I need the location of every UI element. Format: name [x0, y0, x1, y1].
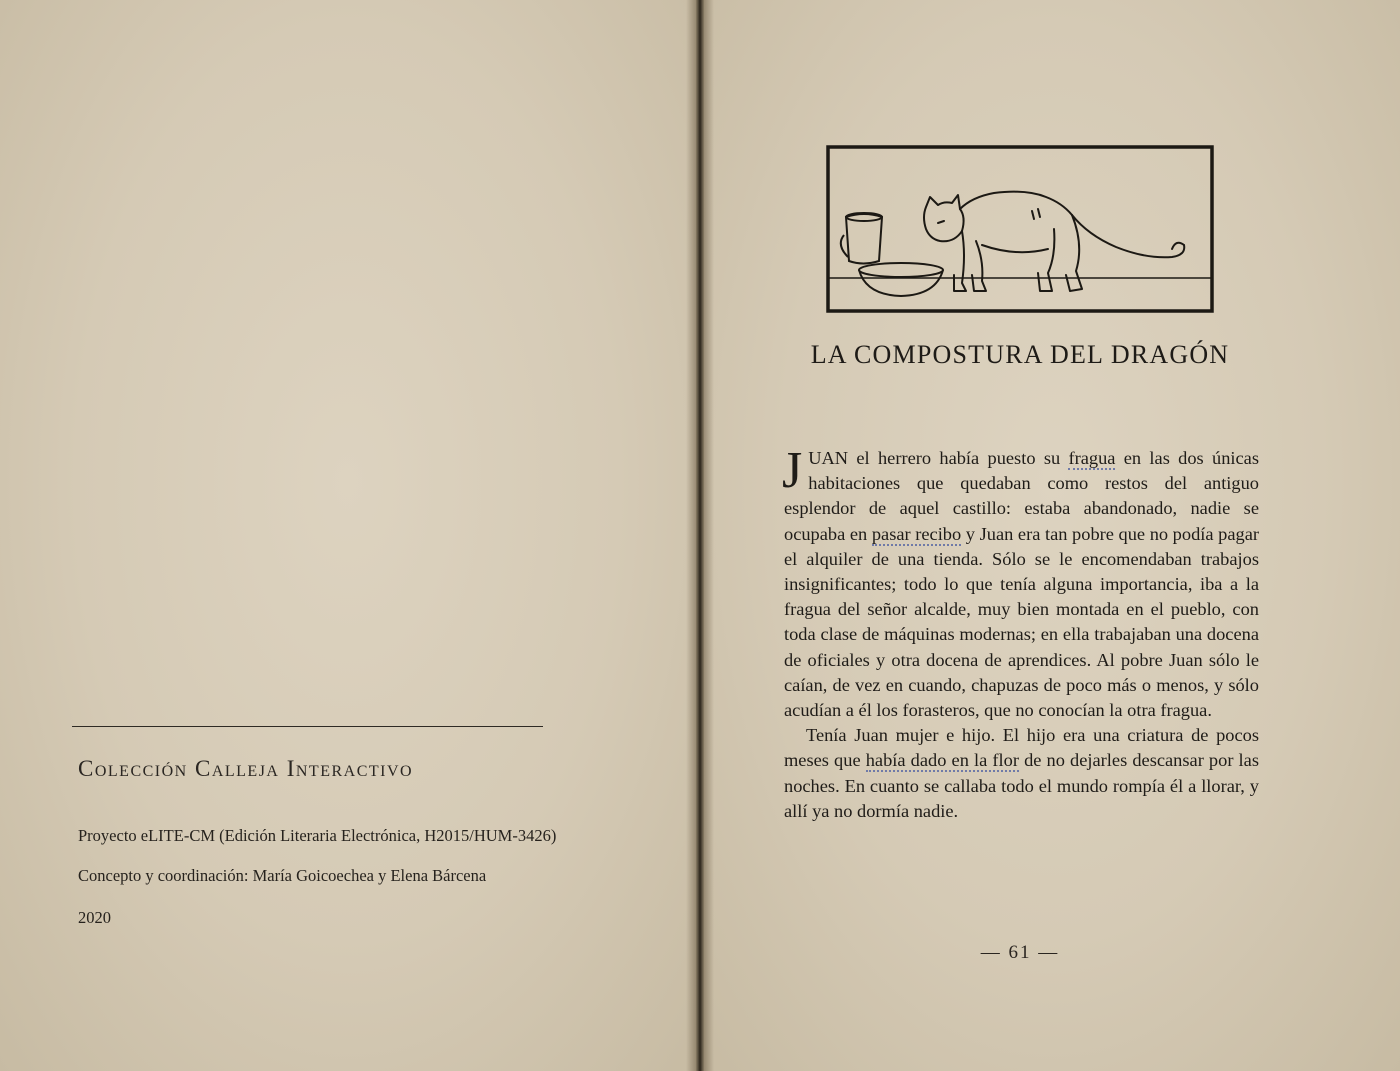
project-credit: Proyecto eLITE-CM (Edición Literaria Electrónica, H2015/HUM-3426) [78, 826, 557, 845]
text-segment: Tenía Juan mujer e hijo. El hijo era una criatura de pocos meses que [784, 725, 1259, 771]
text-segment: UAN el herrero había puesto su [808, 448, 1069, 468]
paragraph-2 [784, 723, 1259, 824]
glossary-link-pasar-recibo[interactable]: pasar recibo [871, 523, 962, 544]
chapter-title: LA COMPOSTURA DEL DRAGÓN [810, 340, 1230, 369]
text-segment: en las dos únicas habitaciones que quedaban como restos del antiguo esplendor de aquel castillo: estaba abandonado, nadie se ocupaba en [784, 448, 1259, 544]
text-segment: de no dejarles descansar por las noches. En cuanto se callaba todo el mundo rompía él a llorar, y allí ya no dormía nadie. [784, 750, 1259, 821]
divider-rule [72, 726, 543, 727]
publication-year: 2020 [78, 908, 111, 927]
cat-drawing [924, 192, 1184, 291]
text-segment: y Juan era tan pobre que no podía pagar el alquiler de una tienda. Sólo se le encomendaban trabajos insignificantes; todo lo que tenía alguna importancia, iba a la fragua del señor alcalde, muy bien montada en el pueblo, con toda clase de máquinas modernas; en ella trabajaban una docena de oficiales y otra docena de aprendices. Al pobre Juan sólo le caían, de vez en cuando, chapuzas de poco más o menos, y sólo acudían a él los forasteros, que no conocían la otra fragua. [784, 523, 1259, 721]
page-number: — 61 — [980, 942, 1060, 963]
glossary-link-fragua[interactable]: fragua [1068, 448, 1116, 468]
collection-title: Colección Calleja Interactivo [78, 756, 414, 781]
cat-illustration [826, 145, 1214, 313]
bowl-drawing [859, 263, 943, 296]
glossary-link-habia-dado-en-la-flor[interactable]: había dado en la flor [865, 750, 1019, 771]
paragraph-1 [782, 442, 1259, 723]
pail-drawing [841, 213, 882, 264]
body-text [782, 442, 1259, 824]
drop-cap: J [782, 442, 803, 499]
book-gutter [686, 0, 714, 1071]
coordination-credit: Concepto y coordinación: María Goicoechea y Elena Bárcena [78, 866, 487, 885]
